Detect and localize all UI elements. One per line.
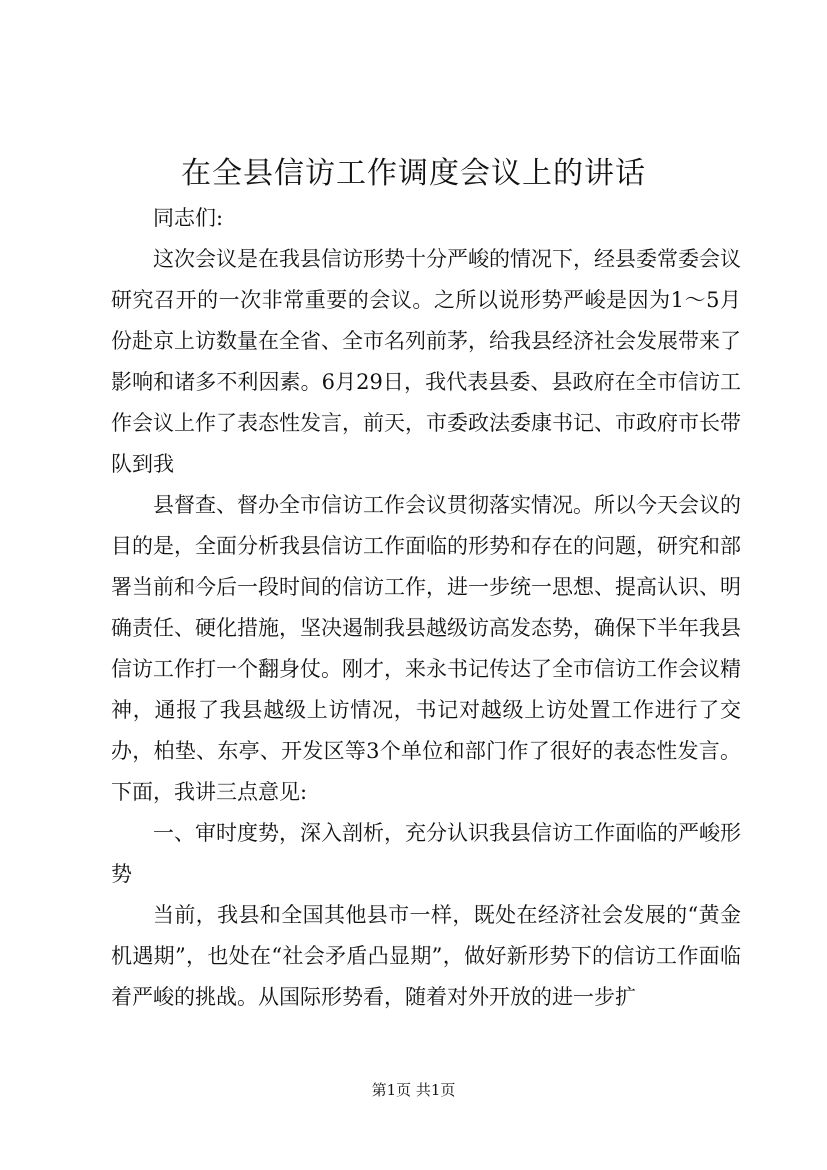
paragraph: 这次会议是在我县信访形势十分严峻的情况下，经县委常委会议研究召开的一次非常重要的会议。之所以说形势严峻是因为1～5月份赴京上访数量在全省、全市名列前茅，给我县经济社会发展带来了影响和诸多不利因素。6月29日，我代表县委、县政府在全市信访工作会议上作了表态性发言，前天，市委政法委康书记、市政府市长带队到我 [111, 247, 741, 476]
salutation: 同志们: [153, 206, 224, 230]
section-heading: 一、审时度势，深入剖析，充分认识我县信访工作面临的严峻形势 [111, 821, 741, 886]
page-footer: 第1页 共1页 [371, 1081, 456, 1099]
paragraph: 当前，我县和全国其他县市一样，既处在经济社会发展的“黄金机遇期”，也处在“社会矛盾凸显期”，做好新形势下的信访工作面临着严峻的挑战。从国际形势看，随着对外开放的进一步扩 [111, 903, 741, 1009]
document-title: 在全县信访工作调度会议上的讲话 [181, 156, 646, 191]
paragraph: 县督查、督办全市信访工作会议贯彻落实情况。所以今天会议的目的是，全面分析我县信访工作面临的形势和存在的问题，研究和部署当前和今后一段时间的信访工作，进一步统一思想、提高认识、明确责任、硬化措施，坚决遏制我县越级访高发态势，确保下半年我县信访工作打一个翻身仗。刚才，来永书记传达了全市信访工作会议精神，通报了我县越级上访情况，书记对越级上访处置工作进行了交办，柏垫、东亭、开发区等3个单位和部门作了很好的表态性发言。下面，我讲三点意见: [111, 493, 741, 804]
document-body [111, 198, 741, 1018]
